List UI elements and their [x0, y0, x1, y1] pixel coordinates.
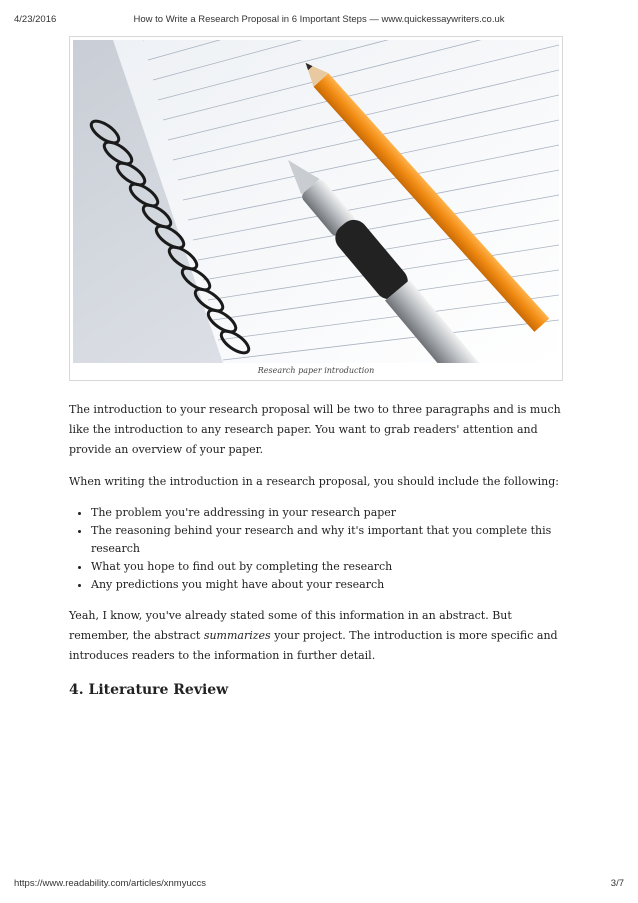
print-date: 4/23/2016	[14, 14, 57, 25]
summarizes-emphasis: summarizes	[203, 629, 271, 642]
abstract-text-1: Yeah, I know, you've already stated some of this information in an abstract. But remember, the abstract	[69, 609, 512, 642]
list-item: • Any predictions you might have about your research	[91, 576, 569, 594]
print-title: How to Write a Research Proposal in 6 Important Steps — www.quickessaywriters.co.uk	[133, 14, 505, 25]
list-item: • What you hope to find out by completing the research	[91, 558, 569, 576]
article-body	[69, 400, 569, 700]
list-item: • The problem you're addressing in your research paper	[91, 504, 569, 522]
intro-paragraph: The introduction to your research proposal will be two to three paragraphs and is much like the introduction to any research paper. You want to grab readers' attention and provide an overview of your paper.	[69, 403, 561, 456]
page-number: 3/7	[610, 878, 624, 889]
abstract-paragraph	[69, 606, 569, 666]
section-heading: 4. Literature Review	[69, 682, 229, 698]
print-header	[14, 14, 624, 28]
abstract-text-2: your project. The introduction is more specific and introduces readers to the information in further detail.	[69, 629, 558, 662]
include-paragraph: When writing the introduction in a research proposal, you should include the following:	[69, 475, 559, 488]
bullet-list	[69, 504, 569, 594]
figure-caption: Research paper introduction	[257, 366, 375, 375]
list-item: • The reasoning behind your research and why it's important that you complete this research	[91, 522, 569, 558]
print-url: https://www.readability.com/articles/xnmyuccs	[14, 878, 206, 889]
figure	[69, 36, 563, 381]
notebook-pen-pencil-photo	[73, 40, 559, 363]
